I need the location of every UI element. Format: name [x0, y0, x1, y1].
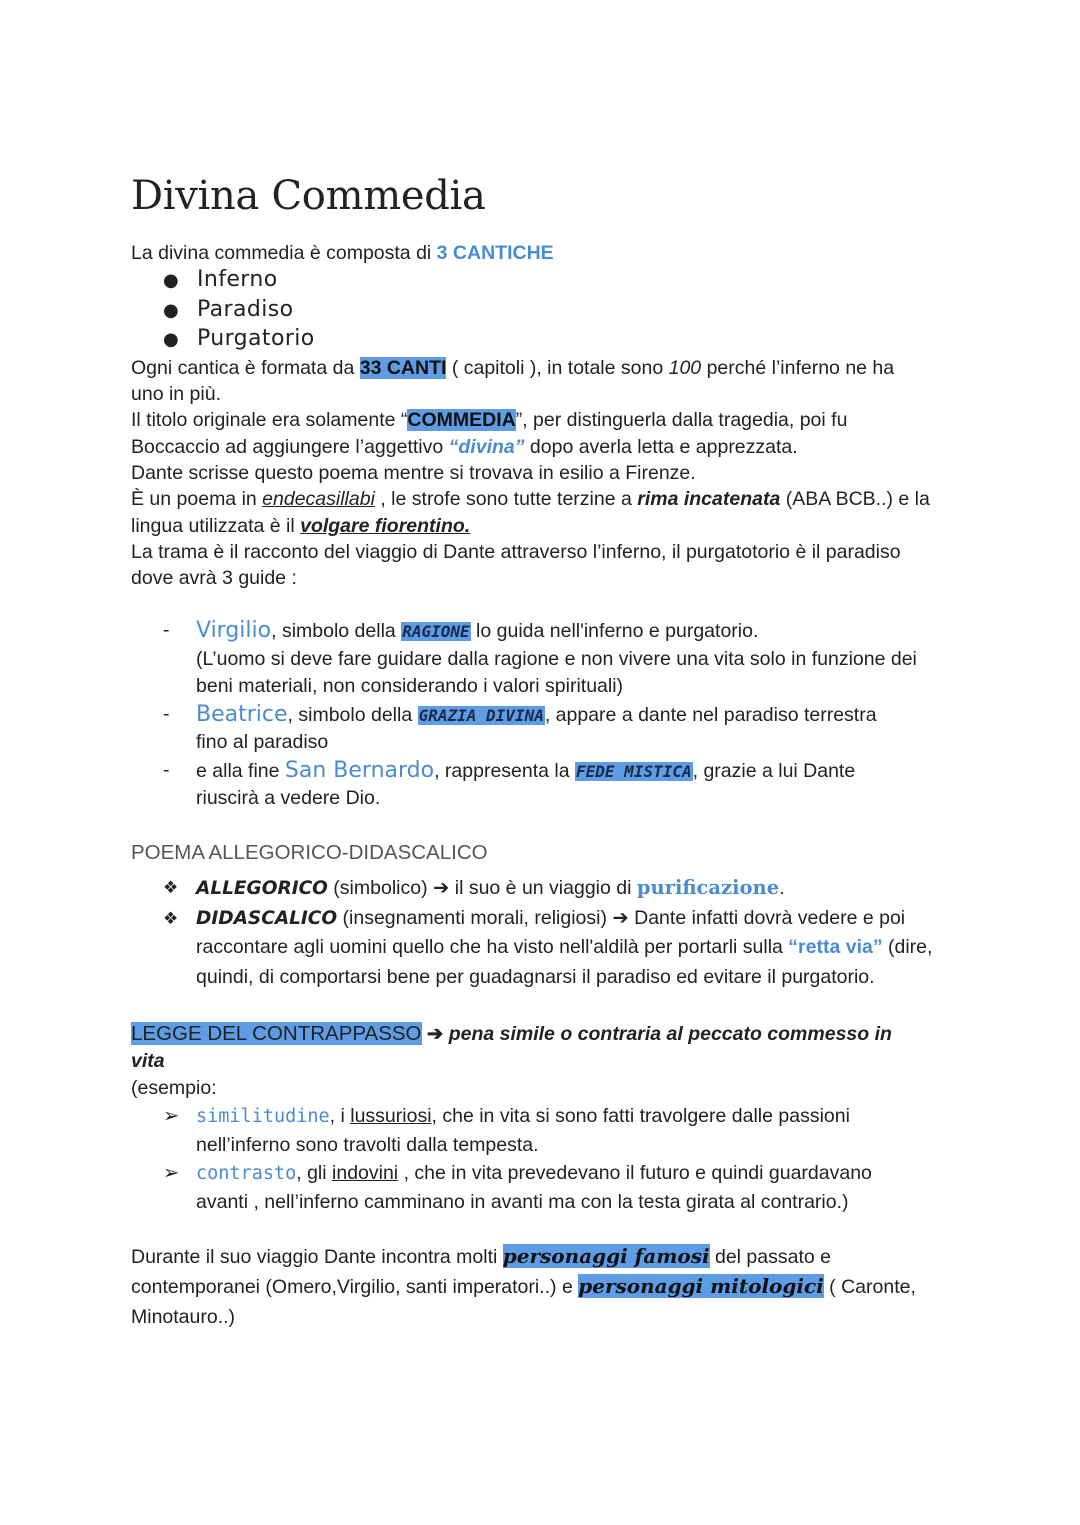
symbol-grazia-divina: GRAZIA DIVINA: [418, 705, 544, 725]
esempi-list: [131, 1102, 961, 1216]
term-allegorico: ALLEGORICO: [196, 877, 328, 899]
text: Durante il suo viaggio Dante incontra molti: [131, 1245, 503, 1268]
bullet-icon: ●: [163, 270, 180, 292]
paragraph-personaggi: [131, 1242, 961, 1333]
rima-incatenata: rima incatenata: [637, 488, 781, 511]
poema-heading: POEMA ALLEGORICO-DIDASCALICO: [131, 840, 488, 864]
text: vita: [131, 1050, 165, 1073]
text: riuscirà a vedere Dio.: [196, 787, 381, 810]
text: ”, per distinguerla dalla tragedia, poi fu: [515, 409, 848, 432]
intro-text: La divina commedia è composta di: [131, 242, 437, 264]
page-title: Divina Commedia: [131, 173, 486, 219]
highlight-33-canti: 33 CANTI: [359, 356, 447, 379]
divina-word: “divina”: [448, 435, 525, 458]
text: uno in più.: [131, 383, 221, 406]
endecasillabi-word: endecasillabi: [262, 488, 375, 511]
text: (simbolico) ➔ il suo è un viaggio di: [327, 876, 637, 899]
list-item: [163, 1159, 961, 1216]
paragraph-titolo: [131, 407, 961, 460]
text: La trama è il racconto del viaggio di Dante attraverso l’inferno, il purgatotorio è il paradiso: [131, 540, 901, 563]
text: , che in vita prevedevano il futuro e quindi guardavano: [398, 1161, 872, 1184]
paragraph-trama: [131, 539, 961, 592]
text: , gli: [296, 1161, 333, 1184]
text: Il titolo originale era solamente “: [131, 409, 408, 432]
text: beni materiali, non considerando i valori spirituali): [196, 675, 624, 698]
text: del passato e: [709, 1245, 831, 1268]
text: , grazie a lui Dante: [692, 759, 856, 782]
list-item: [163, 296, 961, 326]
document-page: [131, 170, 961, 1332]
bullet-icon: ●: [163, 329, 180, 351]
lussuriosi-word: lussuriosi: [350, 1104, 432, 1127]
guide-san-bernardo: San Bernardo: [284, 757, 435, 783]
text: , appare a dante nel paradiso terrestra: [544, 703, 877, 726]
list-item: [163, 1102, 961, 1159]
paragraph-canti: [131, 355, 961, 408]
text: È un poema in: [131, 488, 263, 511]
text: (dire,: [882, 936, 933, 959]
list-item: [163, 266, 961, 296]
text: e alla fine: [196, 759, 285, 782]
text: avanti , nell’inferno camminano in avanti ma con la testa girata al contrario.): [196, 1190, 849, 1213]
list-item: [163, 325, 961, 355]
bullet-icon: ●: [163, 299, 180, 321]
personaggi-mitologici: personaggi mitologici: [578, 1274, 824, 1299]
legge-line: [131, 1020, 961, 1075]
symbol-ragione: RAGIONE: [402, 622, 470, 642]
legge-definition: pena simile o contraria al peccato commesso in: [448, 1023, 892, 1046]
text: fino al paradiso: [196, 731, 329, 754]
dash-icon: -: [163, 619, 170, 642]
text: contemporanei (Omero,Virgilio, santi imperatori..) e: [131, 1276, 579, 1299]
cantica-label: Paradiso: [197, 296, 294, 322]
legge-contrappasso: LEGGE DEL CONTRAPPASSO: [131, 1022, 422, 1046]
arrow-icon: ➔: [421, 1023, 449, 1046]
esempio-label: (esempio:: [131, 1077, 217, 1100]
paragraph-esilio: Dante scrisse questo poema mentre si trovava in esilio a Firenze.: [131, 461, 696, 484]
list-item: [163, 757, 961, 813]
text: , i: [329, 1104, 351, 1127]
personaggi-famosi: personaggi famosi: [502, 1243, 710, 1268]
indovini-word: indovini: [332, 1161, 399, 1184]
list-item: [163, 904, 961, 993]
text: quindi, di comportarsi bene per guadagnarsi il paradiso ed evitare il purgatorio.: [196, 965, 875, 988]
cantica-label: Inferno: [197, 267, 278, 293]
total-canti: 100: [668, 356, 702, 379]
text: Boccaccio ad aggiungere l’aggettivo: [131, 435, 449, 458]
list-item: [163, 617, 961, 701]
guide-virgilio: Virgilio: [196, 618, 272, 644]
text: , rappresenta la: [434, 759, 576, 782]
text: (ABA BCB..) e la: [780, 488, 930, 511]
text: ( Caronte,: [823, 1276, 916, 1299]
list-item: [163, 701, 961, 757]
kind-contrasto: contrasto: [196, 1162, 297, 1184]
text: , che in vita si sono fatti travolgere dalle passioni: [431, 1104, 850, 1127]
kind-similitudine: similitudine: [196, 1105, 330, 1127]
symbol-fede-mistica: FEDE MISTICA: [576, 761, 692, 781]
term-didascalico: DIDASCALICO: [196, 907, 338, 929]
text: Minotauro..): [131, 1305, 236, 1328]
text: , le strofe sono tutte terzine a: [374, 488, 638, 511]
list-item: [163, 873, 961, 904]
cantiche-count: 3 CANTICHE: [436, 242, 554, 264]
text: Ogni cantica è formata da: [131, 356, 360, 379]
guides-list: [131, 617, 961, 813]
text: perché l’inferno ne ha: [701, 356, 895, 379]
volgare-fiorentino: volgare fiorentino.: [300, 514, 471, 537]
text: lo guida nell'inferno e purgatorio.: [470, 620, 759, 643]
retta-via: “retta via”: [788, 936, 883, 959]
text: ( capitoli ), in totale sono: [446, 356, 669, 379]
arrow-icon: ➢: [163, 1104, 180, 1127]
dash-icon: -: [163, 758, 170, 781]
dash-icon: -: [163, 702, 170, 725]
purificazione-word: purificazione: [636, 875, 780, 899]
text: dove avrà 3 guide :: [131, 567, 297, 590]
text: nell’inferno sono travolti dalla tempesta.: [196, 1133, 539, 1156]
arrow-icon: ➢: [163, 1161, 180, 1184]
cantica-label: Purgatorio: [197, 326, 315, 352]
text: , simbolo della: [271, 620, 402, 643]
diamond-icon: ❖: [163, 877, 179, 897]
text: .: [779, 876, 785, 899]
text: , simbolo della: [287, 703, 418, 726]
poema-list: [131, 873, 961, 993]
paragraph-metrica: [131, 486, 961, 539]
text: (insegnamenti morali, religiosi) ➔ Dante infatti dovrà vedere e poi: [337, 906, 906, 929]
intro-line: [131, 240, 961, 266]
diamond-icon: ❖: [163, 908, 179, 928]
highlight-commedia: COMMEDIA: [407, 409, 516, 432]
text: dopo averla letta e apprezzata.: [524, 435, 798, 458]
cantiche-list: [131, 266, 961, 355]
text: (L’uomo si deve fare guidare dalla ragione e non vivere una vita solo in funzione dei: [196, 647, 917, 670]
text: lingua utilizzata è il: [131, 514, 301, 537]
text: raccontare agli uomini quello che ha visto nell'aldilà per portarli sulla: [196, 936, 789, 959]
guide-beatrice: Beatrice: [196, 701, 288, 727]
